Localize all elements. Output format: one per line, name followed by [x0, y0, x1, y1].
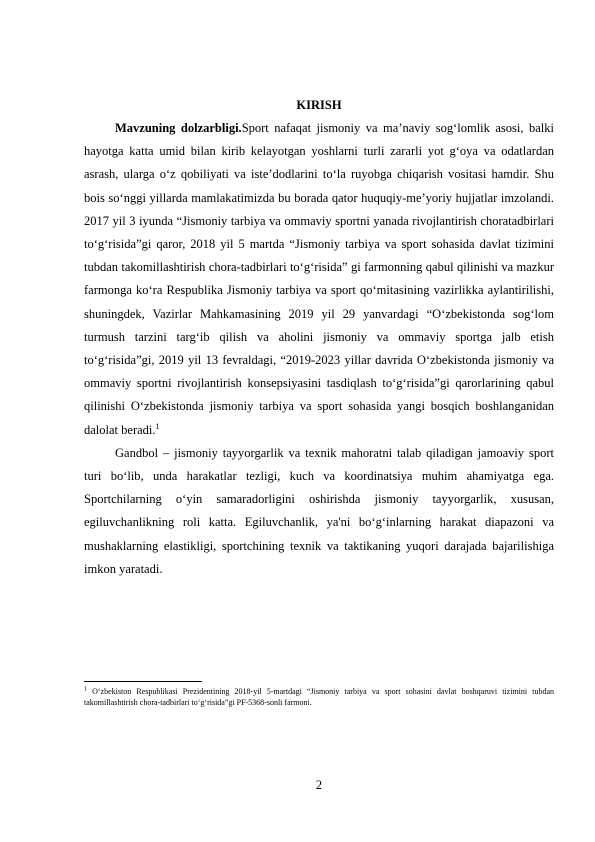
page-title: KIRISH	[296, 98, 342, 112]
footnote-marker: 1	[84, 686, 87, 693]
paragraph-relevance	[84, 117, 554, 442]
paragraph-lead: Mavzuning dolzarbligi.	[115, 121, 242, 135]
page-number: 2	[315, 778, 323, 792]
footnote	[84, 686, 554, 708]
footnote-divider	[84, 681, 202, 682]
paragraph-text: Sport nafaqat jismoniy va ma’naviy sog‘lomlik asosi, balki hayotga katta umid bilan kirib kelayotgan yoshlarni turli zararli yot g‘oya va odatlardan asrash, ularga o‘z qobiliyati va iste’dodlarini to‘la ruyobga chiqarish vositasi hamdir. Shu bois so‘nggi yillarda mamlakatimizda bu borada qator huquqiy-me’yoriy hujjatlar imzolandi. 2017 yil 3 iyunda “Jismoniy tarbiya va ommaviy sportni yanada rivojlantirish choratadbirlari to‘g‘risida”gi qaror, 2018 yil 5 martda “Jismoniy tarbiya va sport sohasida davlat tizimini tubdan takomillashtirish chora-tadbirlari to‘g‘risida” gi farmonning qabul qilinishi va mazkur farmonga ko‘ra Respublika Jismoniy tarbiya va sport qo‘mitasining vazirlikka aylantirilishi, shuningdek, Vazirlar Mahkamasining 2019 yil 29 yanvardagi “O‘zbekistonda sog‘lom turmush tarzini targ‘ib qilish va aholini jismoniy va ommaviy sportga jalb etish to‘g‘risida”gi, 2019 yil 13 fevraldagi, “2019-2023 yillar davrida O‘zbekistonda jismoniy va ommaviy sportni rivojlantirish konsepsiyasini tasdiqlash to‘g‘risida”gi qarorlarining qabul qilinishi O‘zbekistonda jismoniy tarbiya va sport sohasida yangi bosqich boshlanganidan dalolat beradi.	[84, 121, 554, 437]
footnote-text: O‘zbekiston Respublikasi Prezidentining 2018-yil 5-martdagi “Jismoniy tarbiya va sport sohasini davlat boshqaruvi tizimini tubdan takomillashtirish chora-tadbirlari to‘g‘risida”gi PF-5368-sonli farmoni.	[84, 687, 555, 707]
footnote-reference[interactable]: 1	[155, 421, 160, 431]
body-text	[84, 117, 554, 581]
paragraph-handball: Gandbol – jismoniy tayyorgarlik va texnik mahoratni talab qiladigan jamoaviy sport turi bo‘lib, unda harakatlar tezligi, kuch va koordinatsiya muhim ahamiyatga ega. Sportchilarning o‘yin samaradorligini oshirishda jismoniy tayyorgarlik, xususan, egiluvchanlikning roli katta. Egiluvchanlik, ya'ni bo‘g‘inlarning harakat diapazoni va mushaklarning elastikligi, sportchining texnik va taktikaning yuqori darajada bajarilishiga imkon yaratadi.	[84, 445, 554, 576]
